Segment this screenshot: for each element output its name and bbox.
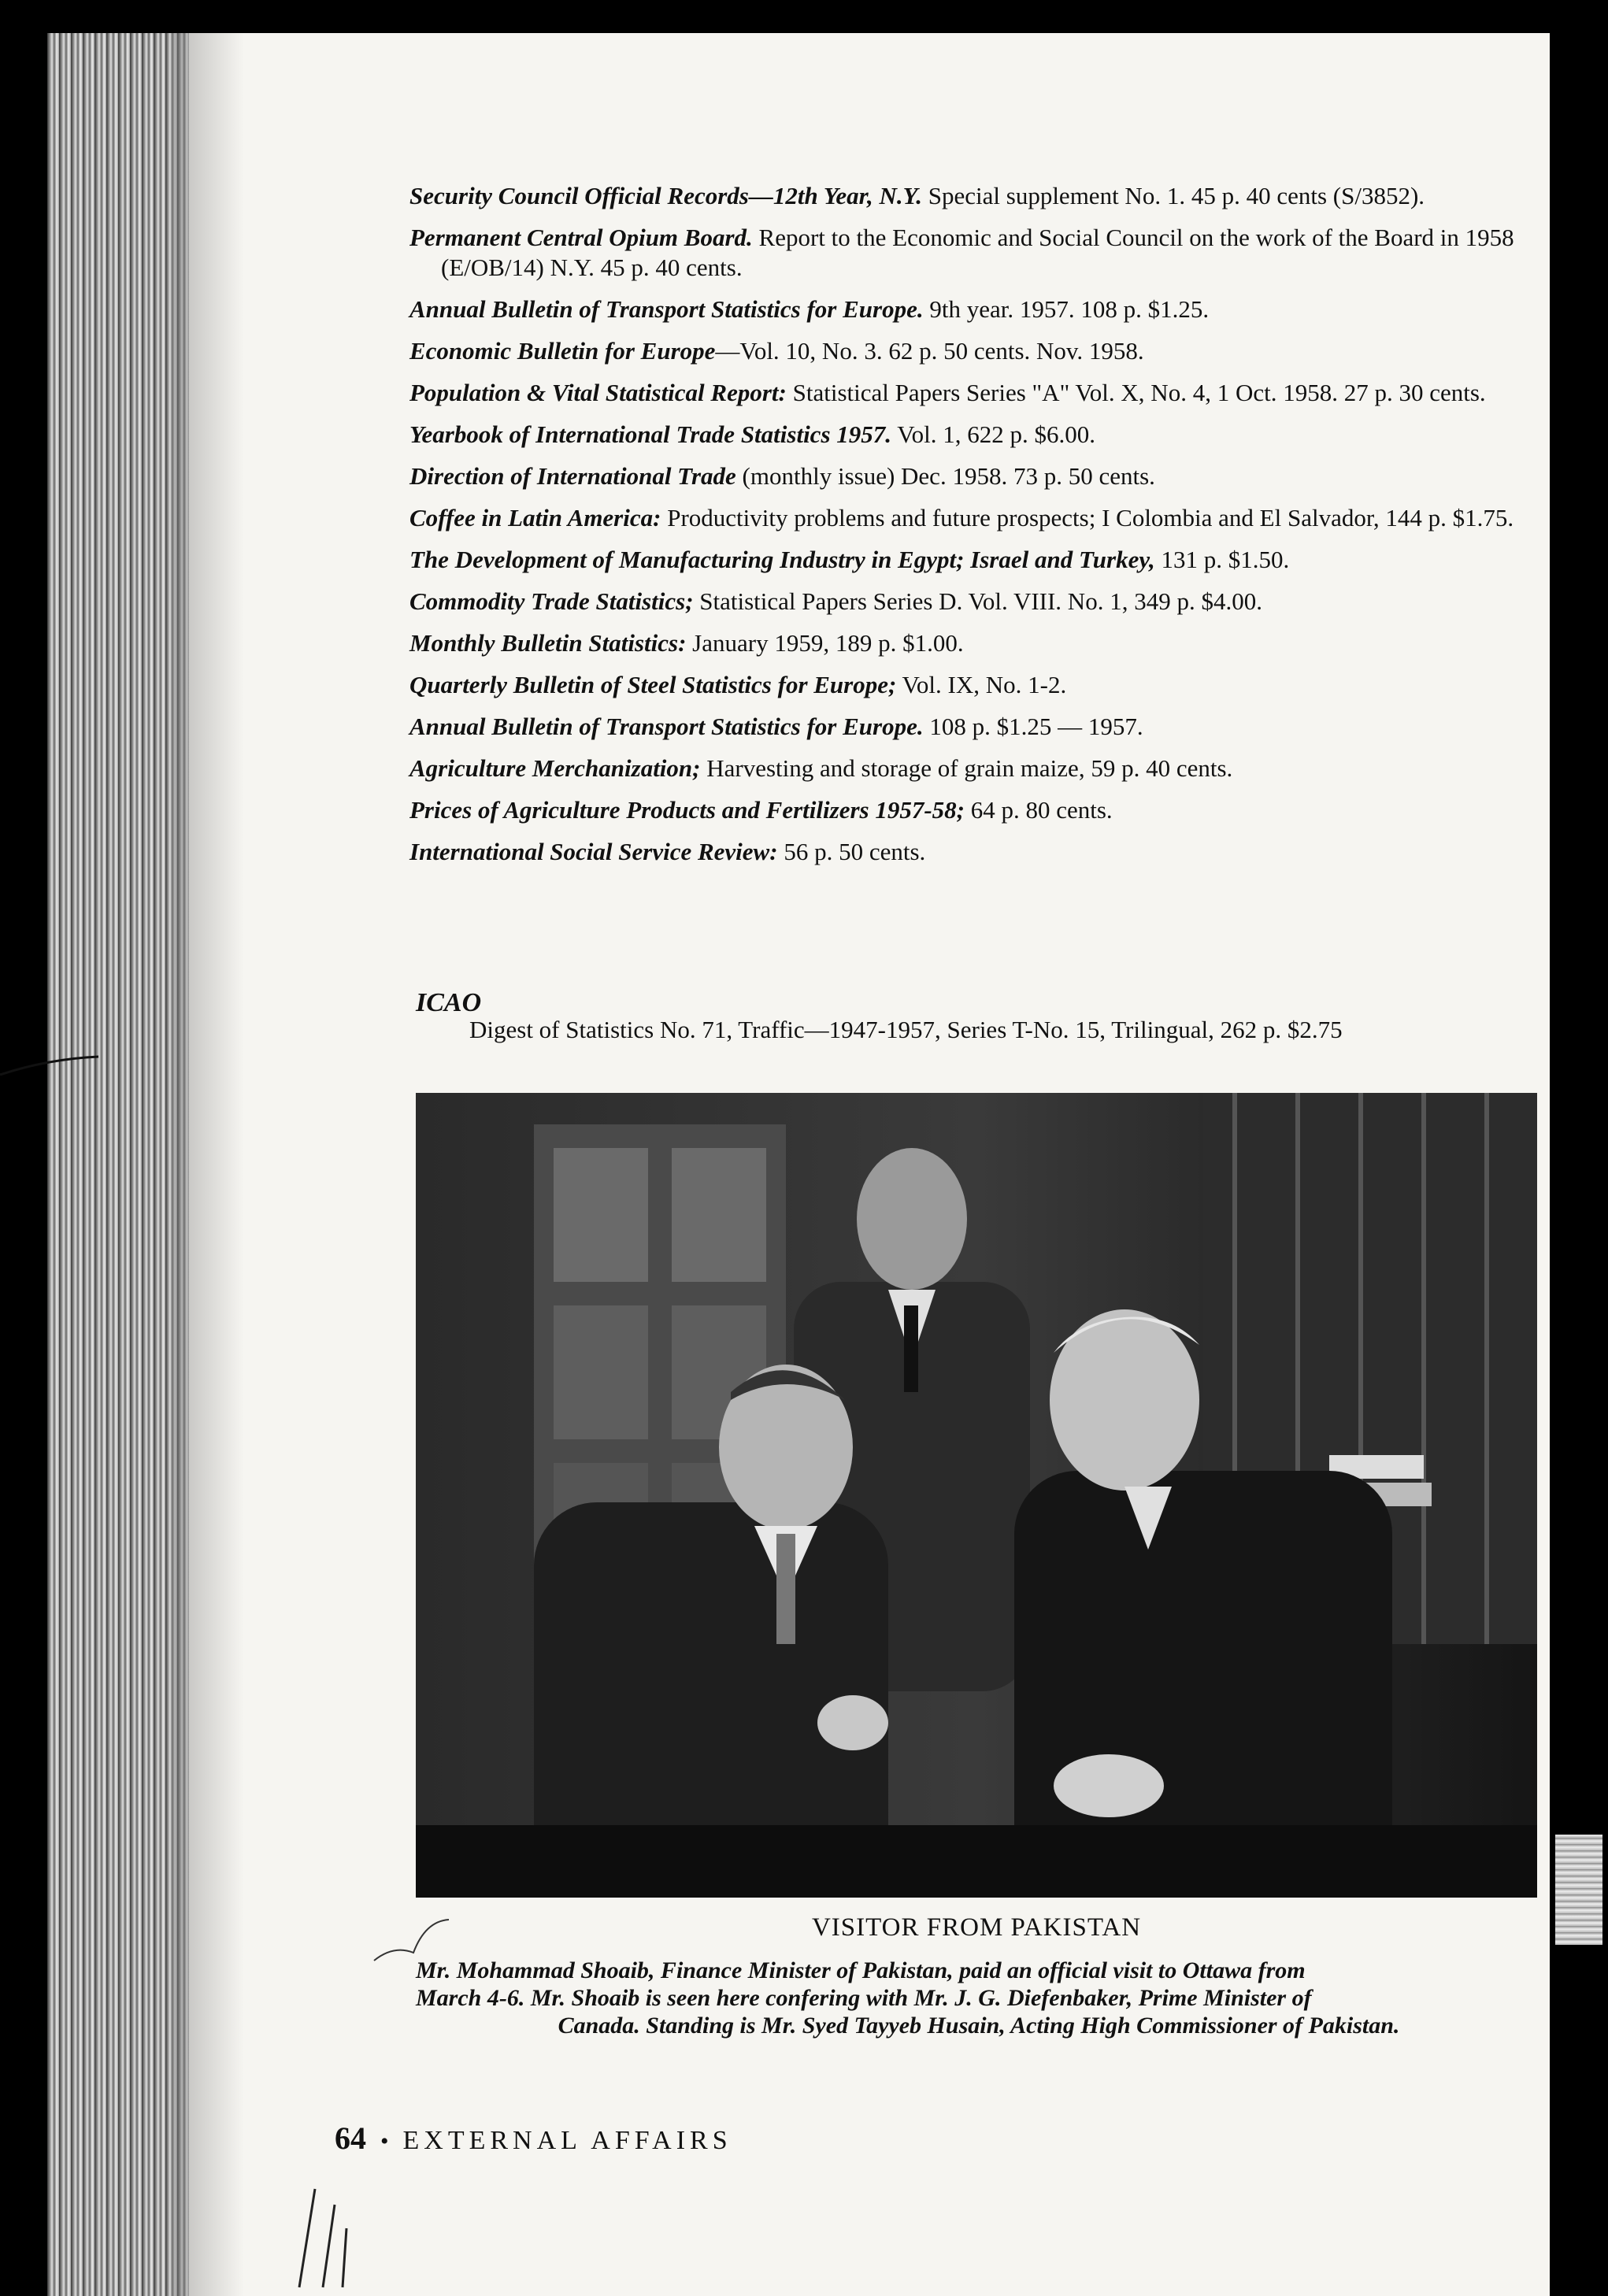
publication-entry: Agriculture Merchanization; Harvesting and storage of grain maize, 59 p. 40 cents. xyxy=(409,754,1233,782)
icao-entry: Digest of Statistics No. 71, Traffic—1947-1957, Series T-No. 15, Trilingual, 262 p. $2.75 xyxy=(469,1016,1343,1043)
scan-border-top xyxy=(0,0,1608,33)
publication-entry: Security Council Official Records—12th Year, N.Y. Special supplement No. 1. 45 p. 40 cents (S/3852). xyxy=(409,182,1425,209)
scan-border-right xyxy=(1550,33,1608,2296)
publication-entry: Economic Bulletin for Europe—Vol. 10, No. 3. 62 p. 50 cents. Nov. 1958. xyxy=(409,337,1144,365)
publication-entry: The Development of Manufacturing Industry in Egypt; Israel and Turkey, 131 p. $1.50. xyxy=(409,546,1290,573)
publication-entry: Commodity Trade Statistics; Statistical Papers Series D. Vol. VIII. No. 1, 349 p. $4.00. xyxy=(409,587,1262,615)
publication-entry: International Social Service Review: 56 p. 50 cents. xyxy=(409,838,926,865)
publication-entry: Direction of International Trade (monthly issue) Dec. 1958. 73 p. 50 cents. xyxy=(409,462,1155,490)
publication-name: EXTERNAL AFFAIRS xyxy=(402,2126,732,2155)
pen-mark xyxy=(291,2181,362,2291)
caption-line: March 4-6. Mr. Shoaib is seen here confering with Mr. J. G. Diefenbaker, Prime Minister of xyxy=(416,1985,1312,2011)
photograph xyxy=(416,1093,1537,1898)
scan-border-left xyxy=(0,33,47,2296)
page-number: 64 xyxy=(335,2120,366,2156)
bullet: • xyxy=(380,2128,389,2154)
pen-mark xyxy=(370,1913,457,1968)
publication-entry: Monthly Bulletin Statistics: January 1959, 189 p. $1.00. xyxy=(409,629,964,657)
book-binding-edge xyxy=(47,33,189,2296)
page-tab xyxy=(1555,1835,1602,1945)
publication-entry: Annual Bulletin of Transport Statistics for Europe. 9th year. 1957. 108 p. $1.25. xyxy=(409,295,1210,323)
icao-heading: ICAO xyxy=(416,988,482,1017)
photograph-illustration xyxy=(416,1093,1537,1898)
publication-entry: Coffee in Latin America: Productivity problems and future prospects; I Colombia and El Salvador, 144 p. $1.75. xyxy=(409,504,1514,531)
page-footer xyxy=(335,2120,732,2157)
photo-caption xyxy=(416,1957,1542,2039)
pen-mark xyxy=(0,1039,102,1087)
binding-shadow xyxy=(173,33,244,2296)
publication-entry: Yearbook of International Trade Statistics 1957. Vol. 1, 622 p. $6.00. xyxy=(409,420,1095,448)
publication-entry: Quarterly Bulletin of Steel Statistics for Europe; Vol. IX, No. 1-2. xyxy=(409,671,1067,698)
publication-entry: Population & Vital Statistical Report: Statistical Papers Series "A" Vol. X, No. 4, 1 Oct. 1958. 27 p. 30 cents. xyxy=(409,379,1486,406)
publication-entry: Permanent Central Opium Board. Report to the Economic and Social Council on the work of the Board in 1958 (E/OB/14) N.Y. 45 p. 40 cents. xyxy=(409,224,1514,281)
publication-entry: Prices of Agriculture Products and Fertilizers 1957-58; 64 p. 80 cents. xyxy=(409,796,1113,824)
publications-list xyxy=(409,181,1543,879)
photo-caption-title: VISITOR FROM PAKISTAN xyxy=(811,1913,1142,1942)
caption-line: Canada. Standing is Mr. Syed Tayyeb Husain, Acting High Commissioner of Pakistan. xyxy=(558,2013,1400,2039)
publication-entry: Annual Bulletin of Transport Statistics for Europe. 108 p. $1.25 — 1957. xyxy=(409,713,1143,740)
caption-line: Mr. Mohammad Shoaib, Finance Minister of Pakistan, paid an official visit to Ottawa from xyxy=(416,1957,1306,1983)
